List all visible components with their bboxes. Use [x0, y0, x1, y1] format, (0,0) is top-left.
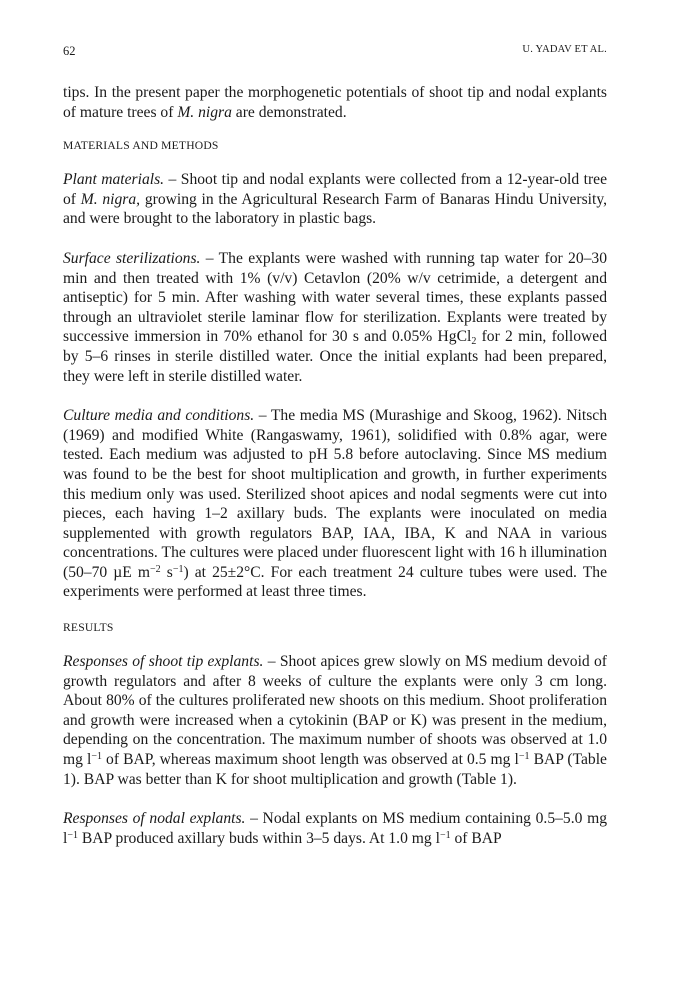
text-run: – The media MS (Murashige and Skoog, 1962). Nitsch (1969) and modified White (Rangaswamy, 1961), solidified with 0.8% agar, were tested. Each medium was adjusted to pH 5.8 before autoclaving. Since MS medium was found to be the best for shoot multiplication and growth, in further experiments this medium only was used. Sterilized shoot apices and nodal segments were cut into pieces, each having 1–2 axillary buds. The explants were inoculated on media supplemented with growth regulators BAP, IAA, IBA, K and NAA in various concentrations. The cultures were placed under fluorescent light with 16 h illumination (50–70 µE m — [63, 407, 608, 581]
italic-run: Responses of shoot tip explants. — [63, 653, 264, 671]
text-run: for 2 min, followed by 5–6 rinses in sterile distilled water. Once the initial explants had been prepared, they were left in sterile distilled water. — [63, 328, 607, 385]
italic-run: M. nigra — [177, 103, 232, 121]
italic-run: Culture media and conditions. — [63, 407, 255, 425]
surface-sterilizations-paragraph — [63, 249, 607, 386]
text-run: ) at 25±2°C. For each treatment 24 culture tubes were used. The experiments were performed at least three times. — [63, 563, 608, 601]
italic-run: Responses of nodal explants. — [63, 810, 246, 828]
page-number: 62 — [63, 44, 76, 58]
superscript-run: −1 — [518, 751, 530, 763]
text-run: tips. In the present paper the morphogenetic potentials of shoot tip and nodal explants of mature trees of — [63, 84, 607, 121]
italic-run: Surface sterilizations. — [63, 249, 201, 267]
superscript-run: −1 — [172, 563, 184, 575]
text-run: are demonstrated. — [231, 103, 347, 121]
italic-run: M. nigra, — [80, 190, 141, 208]
plant-materials-paragraph — [63, 170, 607, 229]
superscript-run: −2 — [150, 563, 161, 575]
text-run: – Shoot apices grew slowly on MS medium devoid of growth regulators and after 8 weeks of culture the explants were only 3 cm long. About 80% of the cultures proliferated new shoots on this medium. Shoot proliferation and growth were increased when a cytokinin (BAP or K) was present in the medium, depending on the concentration. The maximum number of shoots was observed at 1.0 mg l — [63, 653, 607, 769]
page-header — [63, 38, 607, 58]
text-run: growing in the Agricultural Research Farm of Banaras Hindu University, and were brought to the laboratory in plastic bags. — [63, 190, 608, 228]
shoot-tip-paragraph — [63, 652, 607, 789]
running-head: U. YADAV ET AL. — [522, 44, 607, 55]
text-run: – Shoot tip and nodal explants were collected from a 12-year-old tree of — [63, 171, 607, 208]
text-run: of BAP, whereas maximum shoot length was observed at 0.5 mg l — [101, 751, 519, 769]
journal-page — [63, 38, 607, 848]
section-heading-results: RESULTS — [63, 621, 114, 635]
text-run: – Nodal explants on MS medium containing 0.5–5.0 mg l — [63, 810, 607, 847]
text-run: – The explants were washed with running tap water for 20–30 min and then treated with 1% (v/v) Cetavlon (20% w/v cetrimide, a detergent and antiseptic) for 5 min. After washing with water several times, these explants passed through an ultraviolet sterile laminar flow for sterilization. Explants were treated by successive immersion in 70% ethanol for 30 s and 0.05% HgCl — [63, 249, 608, 346]
superscript-run: −1 — [439, 829, 451, 841]
text-run: s — [160, 563, 173, 581]
italic-run: Plant materials. — [63, 171, 165, 189]
text-run: BAP produced axillary buds within 3–5 days. At 1.0 mg l — [77, 829, 440, 847]
superscript-run: −1 — [91, 751, 102, 763]
text-run: of BAP — [450, 829, 502, 847]
intro-paragraph — [63, 83, 607, 122]
section-heading-materials-methods: MATERIALS AND METHODS — [63, 139, 219, 153]
nodal-explants-paragraph — [63, 809, 607, 848]
superscript-run: −1 — [67, 829, 78, 841]
subscript-run: 2 — [471, 336, 477, 348]
text-run: BAP (Table 1). BAP was better than K for shoot multiplication and growth (Table 1). — [63, 751, 607, 788]
culture-media-paragraph — [63, 406, 607, 602]
